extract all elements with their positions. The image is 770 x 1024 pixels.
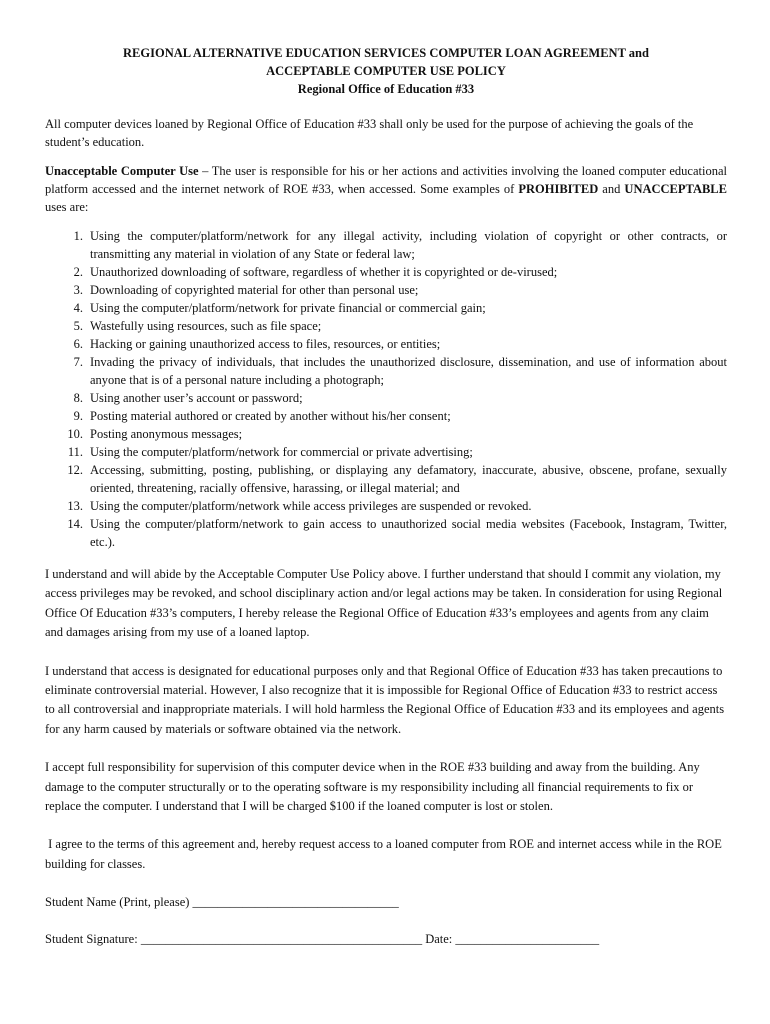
unacceptable-word: UNACCEPTABLE (624, 182, 727, 196)
intro-paragraph: All computer devices loaned by Regional Office of Education #33 shall only be used for the purpose of achieving the goals of the student’s education. (45, 117, 694, 149)
list-item-number: 1. (73, 229, 83, 243)
unacceptable-text-c: uses are: (45, 200, 89, 214)
list-item-number: 4. (73, 301, 83, 315)
prohibited-word: PROHIBITED (518, 182, 599, 196)
title-line-3: Regional Office of Education #33 (297, 82, 475, 96)
list-item-text: Posting anonymous messages; (90, 427, 243, 441)
list-item (45, 425, 727, 443)
list-item-number: 12. (67, 463, 83, 477)
list-item-number: 6. (73, 337, 83, 351)
list-item (45, 353, 727, 389)
list-item-number: 11. (67, 445, 83, 459)
list-item-text: Using the computer/platform/network while access privileges are suspended or revoked. (90, 499, 532, 513)
student-signature-field[interactable]: _____________________________________________ (140, 932, 423, 947)
list-item (45, 335, 727, 353)
responsibility-paragraph: I accept full responsibility for supervision of this computer device when in the ROE #33 building and away from the building. Any damage to the computer structurally or to the operating software is my responsibility including all financial requirements to fix or replace the computer. I understand that I will be charged $100 if the loaned computer is lost or stolen. (45, 760, 700, 814)
unacceptable-text-b: and (598, 182, 625, 196)
agreement-paragraph: I agree to the terms of this agreement and, hereby request access to a loaned computer from ROE and internet access while in the ROE building for classes. (45, 837, 725, 871)
list-item-number: 14. (67, 517, 83, 531)
title-line-2: ACCEPTABLE COMPUTER USE POLICY (266, 64, 506, 78)
list-item (45, 461, 727, 497)
student-name-line (45, 893, 727, 911)
list-item-text: Using another user’s account or password; (90, 391, 303, 405)
list-item-number: 8. (73, 391, 83, 405)
list-item-text: Invading the privacy of individuals, that includes the unauthorized disclosure, dissemination, and use of information about anyone that is of a personal nature including a photograph; (90, 355, 727, 387)
list-item-number: 7. (73, 355, 83, 369)
list-item-text: Using the computer/platform/network for private financial or commercial gain; (90, 301, 486, 315)
document-title (45, 44, 727, 98)
student-name-field[interactable]: _________________________________ (192, 895, 399, 910)
list-item (45, 299, 727, 317)
list-item (45, 443, 727, 461)
list-item-text: Hacking or gaining unauthorized access to files, resources, or entities; (90, 337, 441, 351)
student-signature-label: Student Signature: (45, 932, 141, 947)
document-page (45, 44, 727, 948)
student-signature-line (45, 930, 727, 948)
list-item-number: 9. (73, 409, 83, 423)
list-item-text: Wastefully using resources, such as file space; (90, 319, 322, 333)
unacceptable-use-paragraph (45, 162, 727, 216)
list-item-text: Downloading of copyrighted material for other than personal use; (90, 283, 419, 297)
list-item-number: 3. (73, 283, 83, 297)
prohibited-uses-list (45, 227, 727, 551)
list-item (45, 515, 727, 551)
list-item-text: Using the computer/platform/network for commercial or private advertising; (90, 445, 473, 459)
list-item (45, 407, 727, 425)
date-field[interactable]: _______________________ (455, 932, 600, 947)
unacceptable-use-heading: Unacceptable Computer Use (45, 164, 199, 178)
list-item (45, 263, 727, 281)
list-item-text: Using the computer/platform/network for any illegal activity, including violation of copyright or other contracts, or transmitting any material in violation of any State or federal law; (90, 229, 727, 261)
list-item-text: Accessing, submitting, posting, publishing, or displaying any defamatory, inaccurate, abusive, obscene, profane, sexually oriented, threatening, racially offensive, harassing, or illegal material; and (90, 463, 727, 495)
list-item-text: Using the computer/platform/network to gain access to unauthorized social media websites (Facebook, Instagram, Twitter, etc.). (90, 517, 727, 549)
list-item (45, 227, 727, 263)
list-item (45, 317, 727, 335)
unacceptable-text-a: – The user is responsible for his or her actions and activities involving the loaned computer educational platform accessed and the internet network of ROE #33, when accessed. Some examples of (45, 164, 727, 196)
date-label: Date: (422, 932, 456, 947)
student-name-label: Student Name (Print, please) (45, 895, 193, 910)
list-item (45, 389, 727, 407)
list-item-text: Unauthorized downloading of software, regardless of whether it is copyrighted or de-virused; (90, 265, 558, 279)
list-item (45, 281, 727, 299)
list-item-text: Posting material authored or created by another without his/her consent; (90, 409, 451, 423)
harmless-paragraph: I understand that access is designated for educational purposes only and that Regional Office of Education #33 has taken precautions to eliminate controversial material. However, I also recognize that it is impossible for Regional Office of Education #33 to restrict access to all controversial and inappropriate materials. I will hold harmless the Regional Office of Education #33 and its employees and agents for any harm caused by materials or software obtained via the network. (45, 663, 725, 736)
list-item-number: 2. (73, 265, 83, 279)
list-item-number: 10. (67, 427, 83, 441)
list-item-number: 5. (73, 319, 83, 333)
list-item (45, 497, 727, 515)
release-paragraph: I understand and will abide by the Acceptable Computer Use Policy above. I further understand that should I commit any violation, my access privileges may be revoked, and school disciplinary action and/or legal actions may be taken. In consideration for using Regional Office Of Education #33’s computers, I hereby release the Regional Office of Education #33’s employees and agents from any claim and damages arising from my use of a loaned laptop. (45, 567, 723, 640)
list-item-number: 13. (67, 499, 83, 513)
title-line-1: REGIONAL ALTERNATIVE EDUCATION SERVICES COMPUTER LOAN AGREEMENT and (123, 46, 649, 60)
